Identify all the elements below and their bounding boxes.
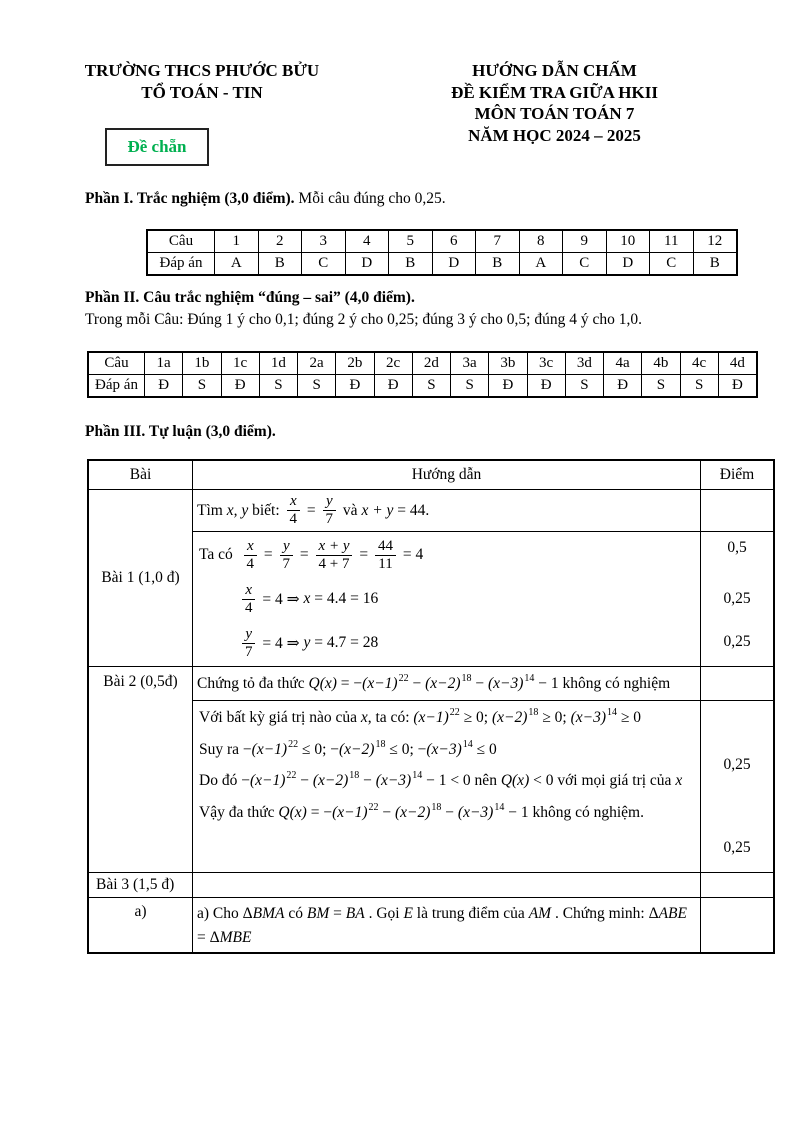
formula-text: =: [355, 546, 372, 563]
formula-text: − 1 không có nghiệm: [534, 675, 671, 693]
bai2-score1: 0,25: [723, 756, 751, 773]
math-variable: (x−3): [570, 709, 607, 727]
exponent: 14: [524, 672, 535, 684]
bai2-problem: [193, 667, 701, 701]
part2-note: [85, 310, 642, 330]
school-header: [72, 60, 332, 104]
bai1-step3: [197, 621, 696, 665]
exponent: 22: [449, 707, 460, 718]
part2-answer-cell: S: [183, 375, 221, 397]
part2-answer-cell: S: [412, 375, 450, 397]
formula-text: có: [284, 905, 307, 922]
col-header-diem: Điểm: [701, 461, 774, 490]
formula-text: . Gọi: [364, 905, 404, 922]
part3-heading-bold: Phần III. Tự luận (3,0 điểm).: [85, 423, 276, 440]
math-variable: (x−2): [425, 675, 461, 693]
part1-question-cell: 7: [476, 231, 520, 253]
math-variable: BMA: [252, 905, 285, 922]
exponent: 14: [412, 770, 423, 782]
fraction: $\frac{x}{4}$: [244, 538, 258, 573]
formula-text: a) Cho Δ: [197, 905, 253, 922]
part1-answer-cell: B: [389, 253, 433, 275]
part2-question-cell: 1c: [221, 353, 259, 375]
bai3a-score-cell: [701, 898, 774, 953]
exponent: 14: [607, 707, 618, 718]
part1-question-cell: 2: [258, 231, 302, 253]
math-variable: (x−3): [488, 675, 524, 693]
bai3-empty-huongdan: [193, 873, 701, 898]
math-variable: (x−2): [492, 709, 528, 727]
part2-answer-cell: S: [642, 375, 680, 397]
math-variable: BA: [345, 905, 365, 922]
doc-title-line4: NĂM HỌC 2024 – 2025: [468, 125, 641, 145]
part2-row-label-dapan: Đáp án: [89, 375, 145, 397]
part2-answer-cell: Đ: [489, 375, 527, 397]
bai3a-label: a): [89, 898, 193, 953]
school-name: TRƯỜNG THCS PHƯỚC BỬU: [84, 61, 320, 80]
formula-text: là trung điểm của: [412, 905, 529, 922]
part1-answer-table: [147, 230, 737, 275]
part1-questions-row: [148, 231, 737, 253]
formula-text: , ta có:: [367, 709, 414, 727]
formula-text: = −: [336, 675, 363, 693]
formula-text: =: [296, 546, 313, 563]
math-variable: (x−3): [457, 804, 494, 822]
bai1-problem-formula: [197, 492, 696, 530]
math-variable: BM: [306, 905, 330, 922]
part1-row-label-cau: Câu: [148, 231, 215, 253]
formula-text: = 4.4 = 16: [310, 590, 379, 607]
exponent: 18: [375, 738, 386, 750]
math-variable: Q(x): [308, 675, 337, 693]
part2-question-cell: 1d: [259, 353, 297, 375]
part2-answer-cell: Đ: [527, 375, 565, 397]
part1-answer-cell: D: [432, 253, 476, 275]
formula-text: − 1 không có nghiệm.: [504, 804, 644, 822]
bai2-step4: [199, 802, 696, 825]
bai1-score3: 0,25: [723, 633, 751, 650]
part1-question-cell: 12: [693, 231, 737, 253]
part1-answer-cell: B: [258, 253, 302, 275]
part1-heading: [85, 189, 446, 209]
col-header-huongdan: Hướng dẫn: [193, 461, 701, 490]
fraction: $\frac{y}{7}$: [242, 626, 256, 661]
bai1-problem-row: [89, 490, 774, 532]
formula-text: Suy ra −: [199, 740, 252, 758]
bai2-score2: 0,25: [723, 839, 751, 856]
math-variable: AM: [528, 905, 552, 922]
math-variable: x: [360, 709, 368, 727]
part1-answer-cell: D: [345, 253, 389, 275]
tu-luan-header-row: [89, 461, 774, 490]
bai2-problem-formula: [197, 674, 696, 693]
part2-answer-cell: S: [298, 375, 336, 397]
part2-answer-cell: Đ: [604, 375, 642, 397]
formula-text: = −: [306, 804, 333, 822]
math-variable: Q(x): [500, 772, 530, 790]
formula-text: ≤ 0; −: [298, 740, 340, 758]
exponent: 18: [461, 672, 472, 684]
exponent: 22: [288, 738, 299, 750]
part1-question-cell: 4: [345, 231, 389, 253]
part1-question-cell: 10: [606, 231, 650, 253]
formula-text: ≥ 0;: [538, 709, 571, 727]
fraction: $\frac{44}{11}$: [375, 538, 396, 573]
bai1-problem-score-cell: [701, 490, 774, 532]
part1-answer-cell: B: [476, 253, 520, 275]
exponent: 18: [431, 801, 442, 813]
formula-text: và: [339, 501, 362, 519]
exam-variant-label: Đề chẵn: [127, 137, 187, 156]
document-title-block: [412, 60, 697, 146]
formula-text: Chứng tỏ đa thức: [197, 675, 309, 693]
math-variable: Q(x): [278, 804, 307, 822]
part1-question-cell: 8: [519, 231, 563, 253]
formula-text: −: [378, 804, 395, 822]
exponent: 22: [286, 770, 297, 782]
formula-text: < 0 với mọi giá trị của: [529, 772, 676, 790]
part1-answer-cell: D: [606, 253, 650, 275]
formula-text: biết:: [248, 501, 284, 519]
fraction: $\frac{x}{4}$: [287, 493, 301, 528]
part2-question-cell: 3c: [527, 353, 565, 375]
part2-question-cell: 4d: [718, 353, 756, 375]
fraction: $\frac{y}{7}$: [323, 493, 337, 528]
bai1-score-cell: [701, 532, 774, 667]
math-variable: ABE: [658, 905, 687, 922]
part2-answer-cell: Đ: [374, 375, 412, 397]
part1-answer-cell: C: [650, 253, 694, 275]
bai3a-content: [193, 898, 701, 953]
part2-heading-bold: Phần II. Câu trắc nghiệm “đúng – sai” (4,0 điểm).: [85, 289, 415, 306]
part2-answer-cell: S: [451, 375, 489, 397]
part2-answer-cell: S: [565, 375, 603, 397]
doc-title-line3: MÔN TOÁN TOÁN 7: [474, 104, 635, 123]
bai1-step1: [197, 533, 696, 577]
bai1-label: Bài 1 (1,0 đ): [89, 490, 193, 667]
part2-answer-cell: Đ: [718, 375, 756, 397]
math-variable: (x−1): [413, 709, 449, 727]
formula-text: = 4: [399, 546, 424, 563]
fraction: $\frac{x + y}{4 + 7}$: [316, 538, 353, 573]
part1-answer-cell: A: [519, 253, 563, 275]
part2-question-cell: 4b: [642, 353, 680, 375]
formula-text: Tìm: [197, 501, 227, 519]
part2-question-cell: 2b: [336, 353, 374, 375]
bai2-step3: [199, 770, 696, 793]
math-variable: (x−1): [251, 740, 288, 758]
formula-text: =: [260, 546, 277, 563]
math-variable: (x−2): [394, 804, 431, 822]
fraction: $\frac{x}{4}$: [242, 582, 256, 617]
formula-text: =: [303, 501, 320, 519]
math-variable: x, y: [226, 501, 249, 519]
math-variable: (x−2): [312, 772, 349, 790]
part2-answer-cell: S: [259, 375, 297, 397]
part1-question-cell: 5: [389, 231, 433, 253]
part1-answer-cell: A: [215, 253, 259, 275]
part2-question-cell: 1a: [145, 353, 183, 375]
part1-question-cell: 11: [650, 231, 694, 253]
part2-answer-cell: Đ: [336, 375, 374, 397]
bai3a-row: [89, 898, 774, 953]
formula-text: −: [296, 772, 313, 790]
formula-text: = Δ: [197, 905, 691, 947]
bai1-solution: [193, 532, 701, 667]
formula-text: . Chứng minh: Δ: [551, 905, 659, 922]
math-variable: y: [303, 634, 311, 651]
bai2-problem-row: [89, 667, 774, 701]
math-variable: x + y: [361, 501, 394, 519]
part1-answer-cell: C: [563, 253, 607, 275]
bai3-label: Bài 3 (1,5 đ): [89, 873, 193, 898]
formula-text: − 1 < 0 nên: [422, 772, 501, 790]
exponent: 18: [528, 707, 539, 718]
bai2-label: Bài 2 (0,5đ): [89, 667, 193, 873]
part2-question-cell: 2c: [374, 353, 412, 375]
part2-answers-row: [89, 375, 757, 397]
part1-question-cell: 1: [215, 231, 259, 253]
part2-question-cell: 2a: [298, 353, 336, 375]
part2-question-cell: 1b: [183, 353, 221, 375]
doc-title-line1: HƯỚNG DẪN CHẤM: [472, 61, 637, 80]
bai3-empty-score: [701, 873, 774, 898]
part1-heading-rest: Mỗi câu đúng cho 0,25.: [294, 190, 446, 207]
part1-question-cell: 3: [302, 231, 346, 253]
formula-text: ≤ 0; −: [385, 740, 427, 758]
part2-question-cell: 2d: [412, 353, 450, 375]
formula-text: Vậy đa thức: [199, 804, 279, 822]
part1-question-cell: 9: [563, 231, 607, 253]
math-variable: (x−1): [362, 675, 398, 693]
formula-text: Do đó −: [199, 772, 250, 790]
bai2-solution: [193, 701, 701, 873]
bai2-step1: [199, 707, 696, 730]
part1-answers-row: [148, 253, 737, 275]
math-variable: (x−3): [375, 772, 412, 790]
part2-answer-table: [88, 352, 757, 397]
doc-title-line2: ĐỀ KIỂM TRA GIỮA HKII: [451, 82, 658, 102]
exponent: 14: [462, 738, 473, 750]
formula-text: −: [408, 675, 426, 693]
bai3-row: [89, 873, 774, 898]
part1-row-label-dapan: Đáp án: [148, 253, 215, 275]
formula-text: ≥ 0;: [459, 709, 492, 727]
part2-question-cell: 4c: [680, 353, 718, 375]
part2-answer-cell: Đ: [221, 375, 259, 397]
bai2-problem-score-cell: [701, 667, 774, 701]
tu-luan-table: [88, 460, 774, 953]
part3-heading: [85, 422, 276, 442]
part2-question-cell: 3a: [451, 353, 489, 375]
exponent: 14: [494, 801, 505, 813]
part1-answer-cell: C: [302, 253, 346, 275]
bai1-problem: [193, 490, 701, 532]
math-variable: MBE: [219, 929, 252, 947]
bai2-step2: [199, 739, 696, 762]
formula-text: = 4 ⇒: [258, 590, 304, 608]
part2-heading: [85, 288, 415, 308]
formula-text: = 44.: [393, 501, 430, 519]
part2-question-cell: 3b: [489, 353, 527, 375]
exponent: 22: [368, 801, 379, 813]
part2-answer-cell: Đ: [145, 375, 183, 397]
fraction: $\frac{y}{7}$: [280, 538, 294, 573]
math-variable: x: [303, 590, 311, 607]
exponent: 18: [349, 770, 360, 782]
bai1-score1: 0,5: [727, 539, 747, 556]
math-variable: (x−1): [249, 772, 286, 790]
exponent: 22: [398, 672, 409, 684]
math-variable: (x−3): [426, 740, 462, 758]
math-variable: (x−1): [332, 804, 368, 822]
part1-heading-bold: Phần I. Trắc nghiệm (3,0 điểm).: [85, 190, 295, 207]
part2-note-text: Trong mỗi Câu: Đúng 1 ý cho 0,1; đúng 2 ý cho 0,25; đúng 3 ý cho 0,5; đúng 4 ý cho 1,0.: [85, 311, 642, 328]
math-variable: x: [675, 772, 683, 790]
part2-answer-cell: S: [680, 375, 718, 397]
formula-text: Với bất kỳ giá trị nào của: [199, 709, 361, 727]
bai1-step2: [197, 577, 696, 621]
part2-questions-row: [89, 353, 757, 375]
formula-text: ≥ 0: [617, 709, 642, 727]
part2-row-label-cau: Câu: [89, 353, 145, 375]
formula-text: = 4 ⇒: [258, 634, 304, 652]
math-variable: (x−2): [339, 740, 375, 758]
department-name: TỔ TOÁN - TIN: [141, 83, 263, 102]
formula-text: −: [359, 772, 376, 790]
part2-question-cell: 4a: [604, 353, 642, 375]
part1-question-cell: 6: [432, 231, 476, 253]
formula-text: Ta có: [199, 546, 241, 563]
col-header-bai: Bài: [89, 461, 193, 490]
exam-variant-box: [105, 128, 209, 166]
bai1-score2: 0,25: [723, 590, 751, 607]
formula-text: = 4.7 = 28: [310, 634, 379, 651]
part1-answer-cell: B: [693, 253, 737, 275]
bai2-score-cell: [701, 701, 774, 873]
formula-text: −: [471, 675, 488, 693]
part2-question-cell: 3d: [565, 353, 603, 375]
formula-text: ≤ 0: [472, 740, 497, 758]
math-variable: E: [403, 905, 413, 922]
formula-text: −: [441, 804, 458, 822]
formula-text: =: [329, 905, 346, 922]
